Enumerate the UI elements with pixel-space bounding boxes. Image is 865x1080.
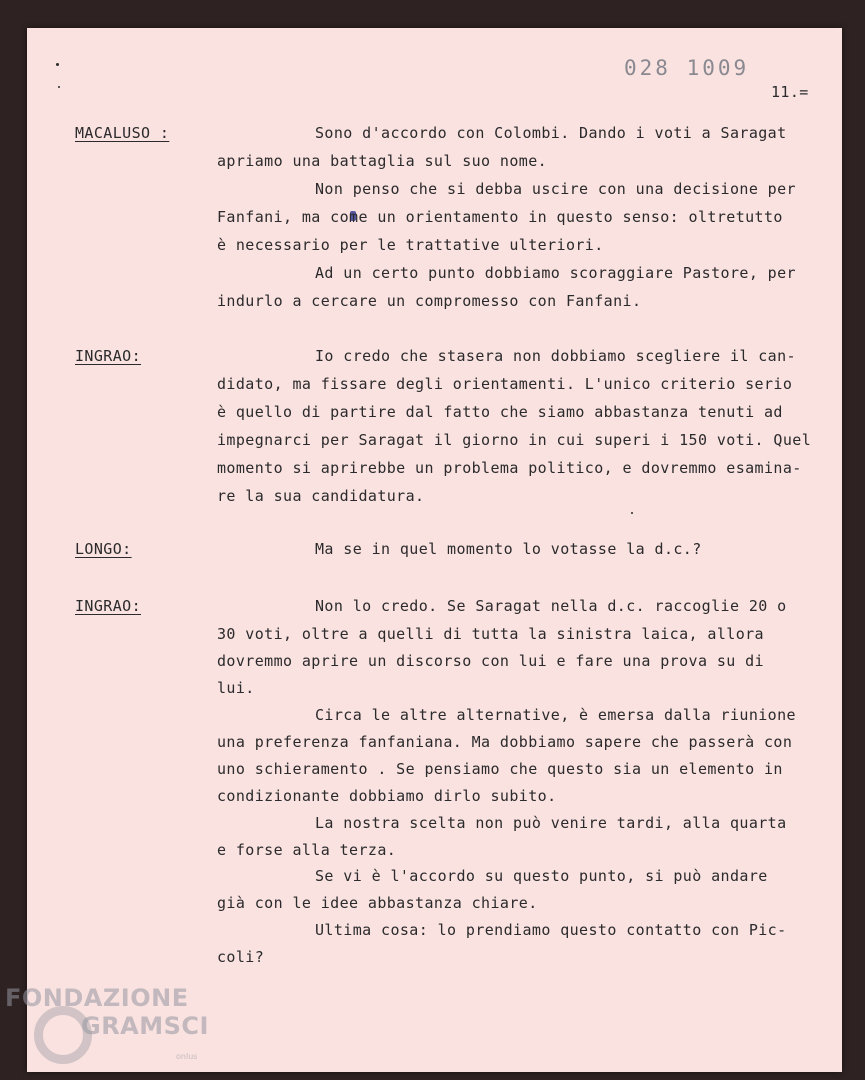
text-line: Se vi è l'accordo su questo punto, si può andare <box>315 867 768 885</box>
text-line: dovremmo aprire un discorso con lui e fare una prova su di <box>217 652 764 670</box>
speaker-label: LONGO: <box>75 540 132 558</box>
text-line: 30 voti, oltre a quelli di tutta la sinistra laica, allora <box>217 625 764 643</box>
text-line: Sono d'accordo con Colombi. Dando i voti a Saragat <box>315 124 787 142</box>
text-line: condizionante dobbiamo dirlo subito. <box>217 787 557 805</box>
text-line: momento si aprirebbe un problema politico, e dovremmo esamina- <box>217 459 802 477</box>
text-line: uno schieramento . Se pensiamo che questo sia un elemento in <box>217 760 783 778</box>
text-line: una preferenza fanfaniana. Ma dobbiamo sapere che passerà con <box>217 733 793 751</box>
text-line: indurlo a cercare un compromesso con Fanfani. <box>217 292 642 310</box>
paper-speck <box>58 86 60 88</box>
text-line: apriamo una battaglia sul suo nome. <box>217 152 548 170</box>
text-line: La nostra scelta non può venire tardi, alla quarta <box>315 814 787 832</box>
watermark-line2: GRAMSCI <box>81 1012 209 1040</box>
watermark <box>5 986 209 1038</box>
text-line: Fanfani, ma come un orientamento in questo senso: oltretutto <box>217 208 783 226</box>
text-line: Io credo che stasera non dobbiamo scegliere il can- <box>315 347 796 365</box>
text-line: già con le idee abbastanza chiare. <box>217 894 538 912</box>
text-line: Ultima cosa: lo prendiamo questo contatto con Pic- <box>315 921 787 939</box>
text-line: didato, ma fissare degli orientamenti. L'unico criterio serio <box>217 375 793 393</box>
text-line: lui. <box>217 679 255 697</box>
text-line: è quello di partire dal fatto che siamo abbastanza tenuti ad <box>217 403 783 421</box>
text-line: coli? <box>217 948 265 966</box>
text-line: e forse alla terza. <box>217 841 397 859</box>
text-line: Non penso che si debba uscire con una decisione per <box>315 180 796 198</box>
text-line: Ma se in quel momento lo votasse la d.c.? <box>315 540 702 558</box>
watermark-sub: onlus <box>176 1052 198 1061</box>
speaker-label: INGRAO: <box>75 347 142 365</box>
archive-number: 028 1009 <box>624 56 750 80</box>
speaker-label: INGRAO: <box>75 597 142 615</box>
speaker-label: MACALUSO : <box>75 124 170 142</box>
text-line: Ad un certo punto dobbiamo scoraggiare Pastore, per <box>315 264 796 282</box>
watermark-line1: FONDAZIONE <box>5 984 189 1012</box>
paper-speck <box>56 63 59 66</box>
page-number: 11.= <box>771 83 809 101</box>
text-line: è necessario per le trattative ulteriori. <box>217 236 604 254</box>
text-line: Non lo credo. Se Saragat nella d.c. raccoglie 20 o <box>315 597 787 615</box>
text-line: Circa le altre alternative, è emersa dalla riunione <box>315 706 796 724</box>
text-line: re la sua candidatura. <box>217 487 425 505</box>
paper-speck <box>631 512 633 514</box>
text-line: impegnarci per Saragat il giorno in cui superi i 150 voti. Quel <box>217 431 812 449</box>
